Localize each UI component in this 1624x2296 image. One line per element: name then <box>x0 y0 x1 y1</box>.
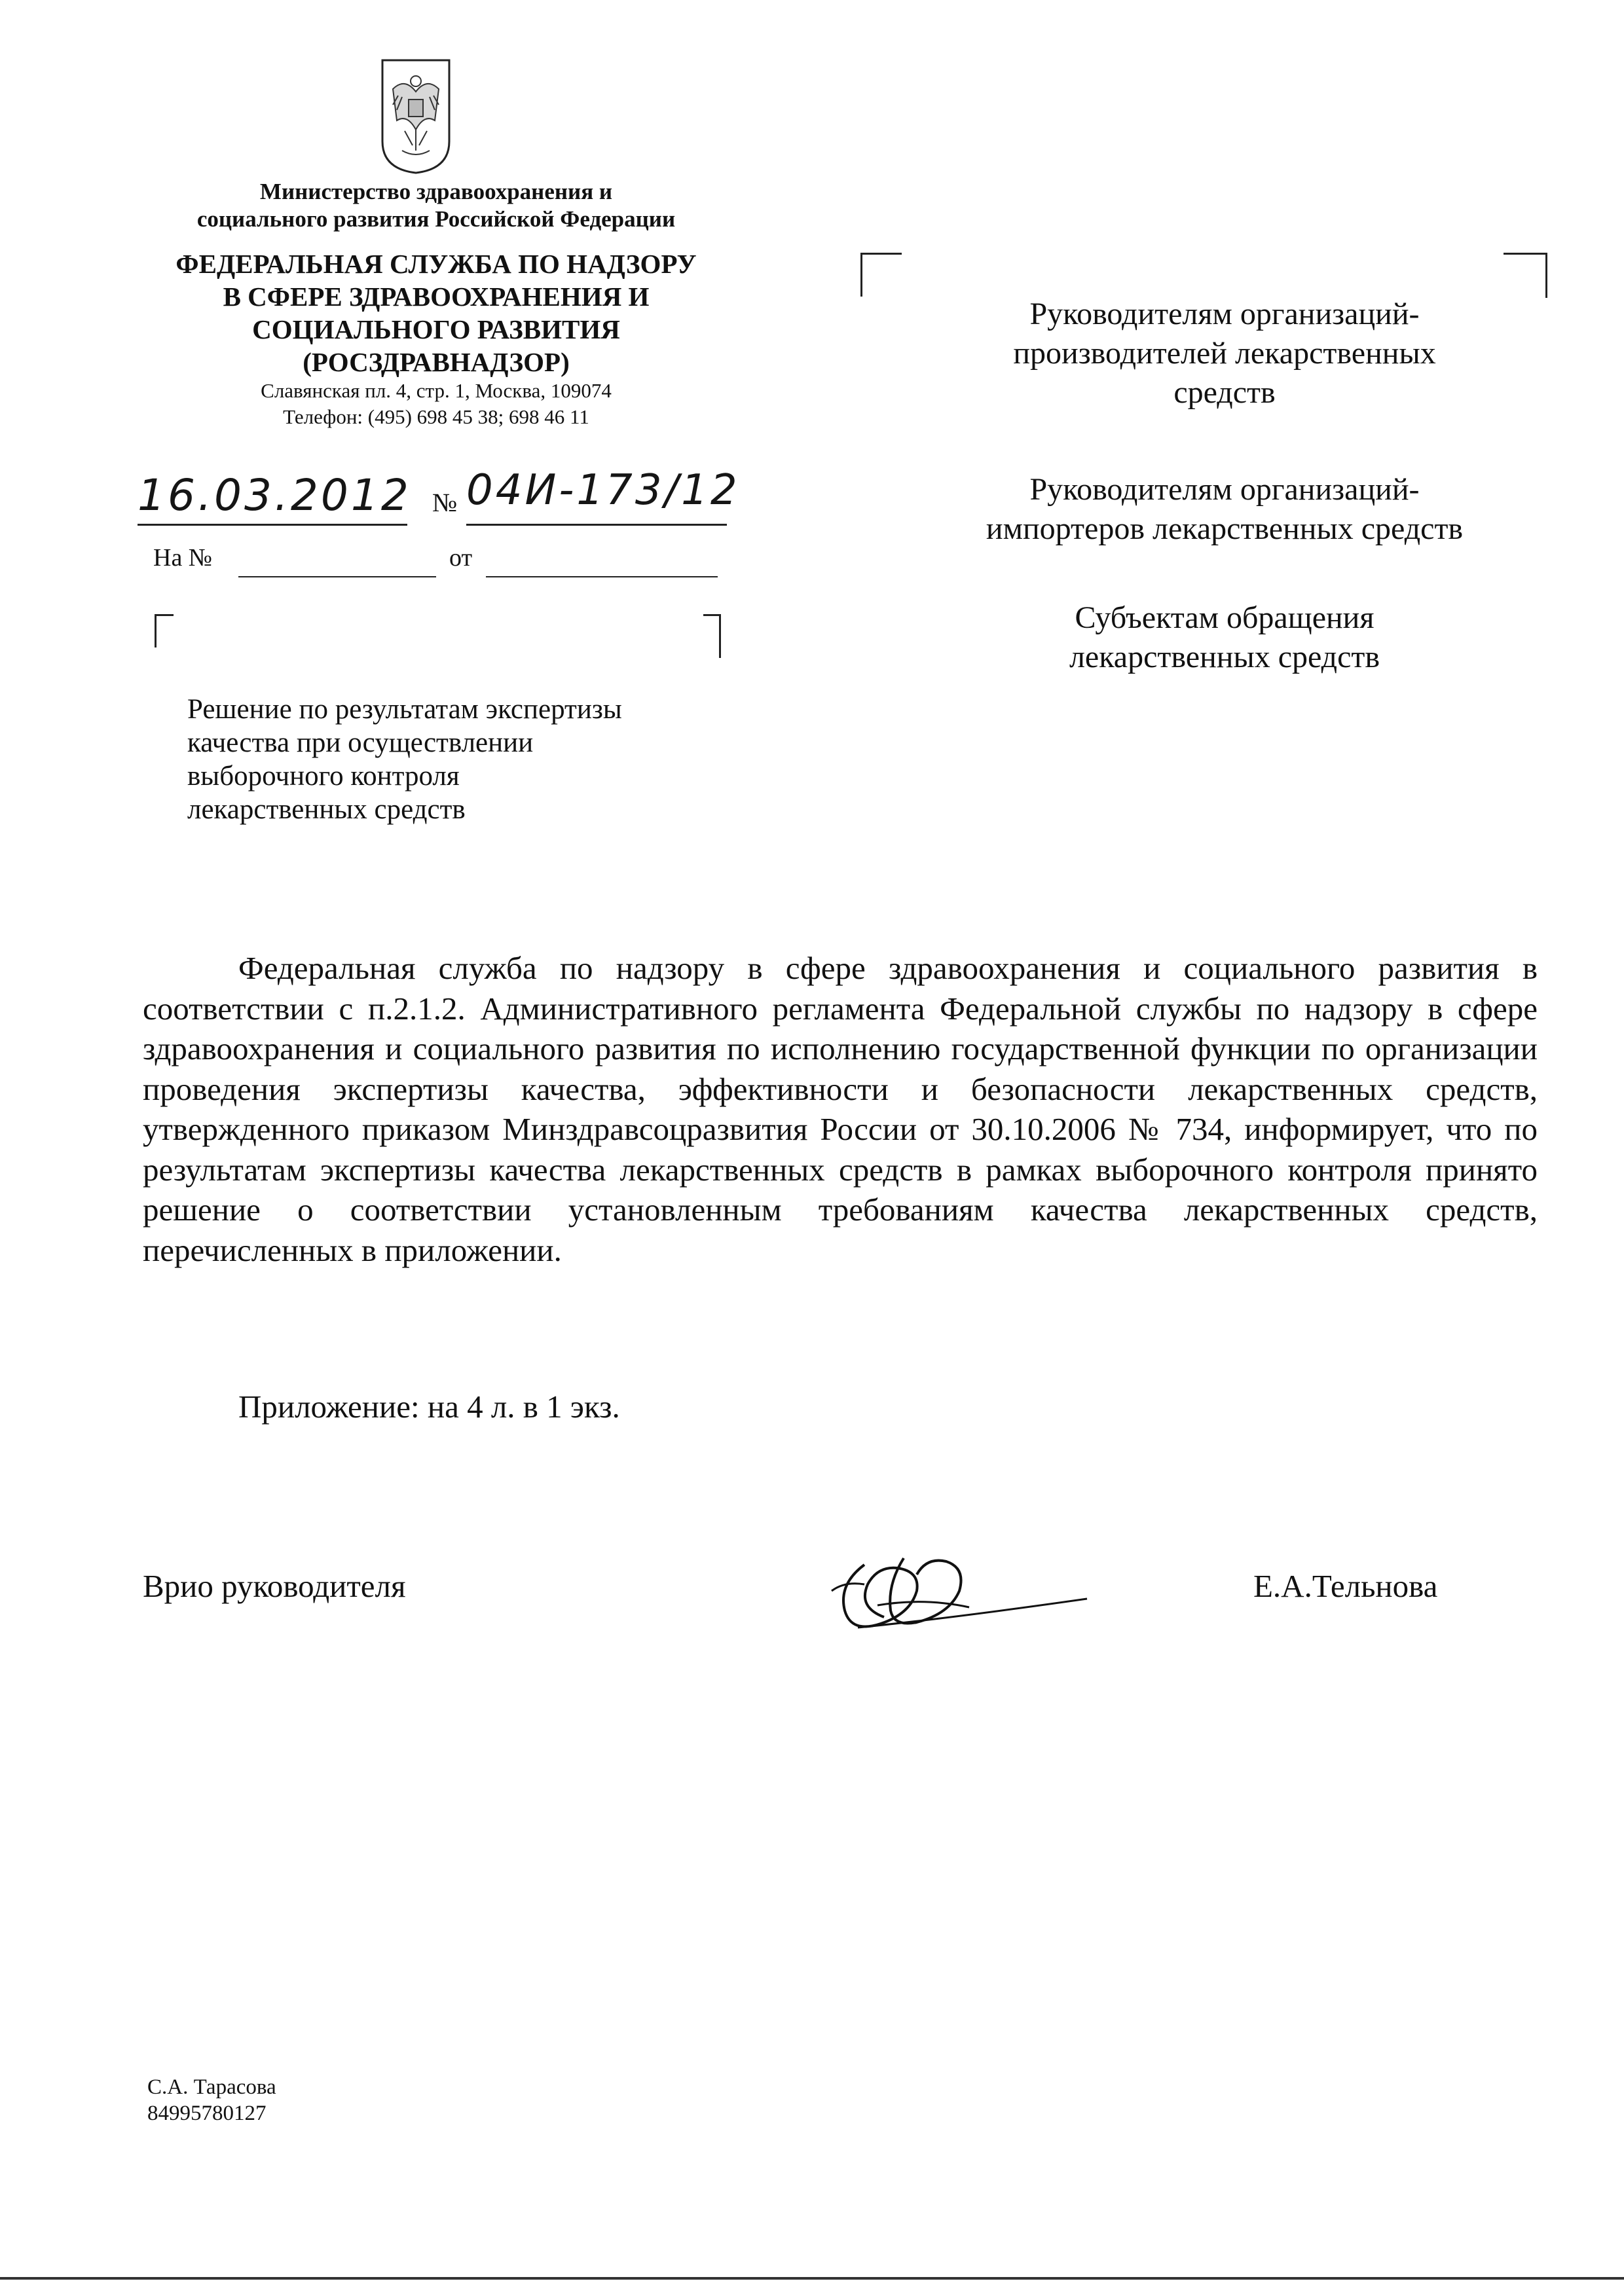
ministry-line: Министерство здравоохранения и <box>259 179 613 204</box>
addressee-line: Руководителям организаций- <box>1029 297 1420 331</box>
handwritten-date: 16.03.2012 <box>138 470 411 520</box>
number-sign: № <box>432 488 458 517</box>
service-address <box>149 378 723 430</box>
subject-corner-left <box>155 614 174 647</box>
subject-line: Решение по результатам экспертизы <box>187 694 622 725</box>
addressee-manufacturers <box>897 295 1552 412</box>
letter-subject <box>187 693 750 826</box>
bottom-edge-line <box>0 2277 1624 2280</box>
addressee-line: импортеров лекарственных средств <box>986 511 1464 546</box>
service-name <box>149 247 723 378</box>
subject-line: выборочного контроля <box>187 761 460 792</box>
addressee-line: Субъектам обращения <box>1075 600 1375 635</box>
reply-number-blank <box>238 576 436 577</box>
subject-corner-right <box>703 614 721 658</box>
phone-line: Телефон: (495) 698 45 38; 698 46 11 <box>283 405 589 428</box>
handwritten-signature <box>819 1545 1094 1643</box>
executor-phone: 84995780127 <box>147 2102 267 2125</box>
executor-name: С.А. Тарасова <box>147 2075 276 2099</box>
ministry-line: социального развития Российской Федерации <box>196 206 676 232</box>
date-underline <box>138 524 407 526</box>
service-line: В СФЕРЕ ЗДРАВООХРАНЕНИЯ И <box>223 282 650 312</box>
addressee-subjects <box>897 598 1552 677</box>
coat-of-arms-icon <box>378 58 453 175</box>
ministry-name <box>149 178 723 233</box>
address-line: Славянская пл. 4, стр. 1, Москва, 109074 <box>261 379 612 402</box>
service-line: СОЦИАЛЬНОГО РАЗВИТИЯ <box>252 314 620 344</box>
service-line: (РОСЗДРАВНАДЗОР) <box>303 347 570 377</box>
number-underline <box>466 524 727 526</box>
reply-number-label: На № <box>153 544 213 572</box>
subject-line: лекарственных средств <box>187 794 466 825</box>
letter-body: Федеральная служба по надзору в сфере здравоохранения и социального развития в соответствии с п.2.1.2. Административного регламента Федеральной службы по надзору в сфере здравоохранения и социального развития по исполнению государственной функции по организации проведения экспертизы качества, эффективности и безопасности лекарственных средств, утвержденного приказом Минздравсоцразвития России от 30.10.2006 № 734, информирует, что по результатам экспертизы качества лекарственных средств в рамках выборочного контроля принято решение о соответствии установленным требованиям качества лекарственных средств, перечисленных в приложении. <box>143 950 1538 1268</box>
addressee-corner-left <box>860 253 902 297</box>
service-line: ФЕДЕРАЛЬНАЯ СЛУЖБА ПО НАДЗОРУ <box>175 249 697 279</box>
reply-date-blank <box>486 576 718 577</box>
signatory-name: Е.А.Тельнова <box>1253 1568 1438 1604</box>
reply-date-label: от <box>449 544 473 572</box>
addressee-importers <box>897 470 1552 549</box>
appendix-note: Приложение: на 4 л. в 1 экз. <box>238 1389 620 1425</box>
addressee-corner-right <box>1504 253 1547 298</box>
handwritten-number: 04И-173/12 <box>466 466 740 515</box>
addressee-line: лекарственных средств <box>1069 640 1380 674</box>
addressee-line: средств <box>1173 375 1276 410</box>
addressee-line: Руководителям организаций- <box>1029 472 1420 507</box>
addressee-line: производителей лекарственных <box>1013 336 1436 371</box>
signatory-role: Врио руководителя <box>143 1568 406 1604</box>
subject-line: качества при осуществлении <box>187 727 534 758</box>
